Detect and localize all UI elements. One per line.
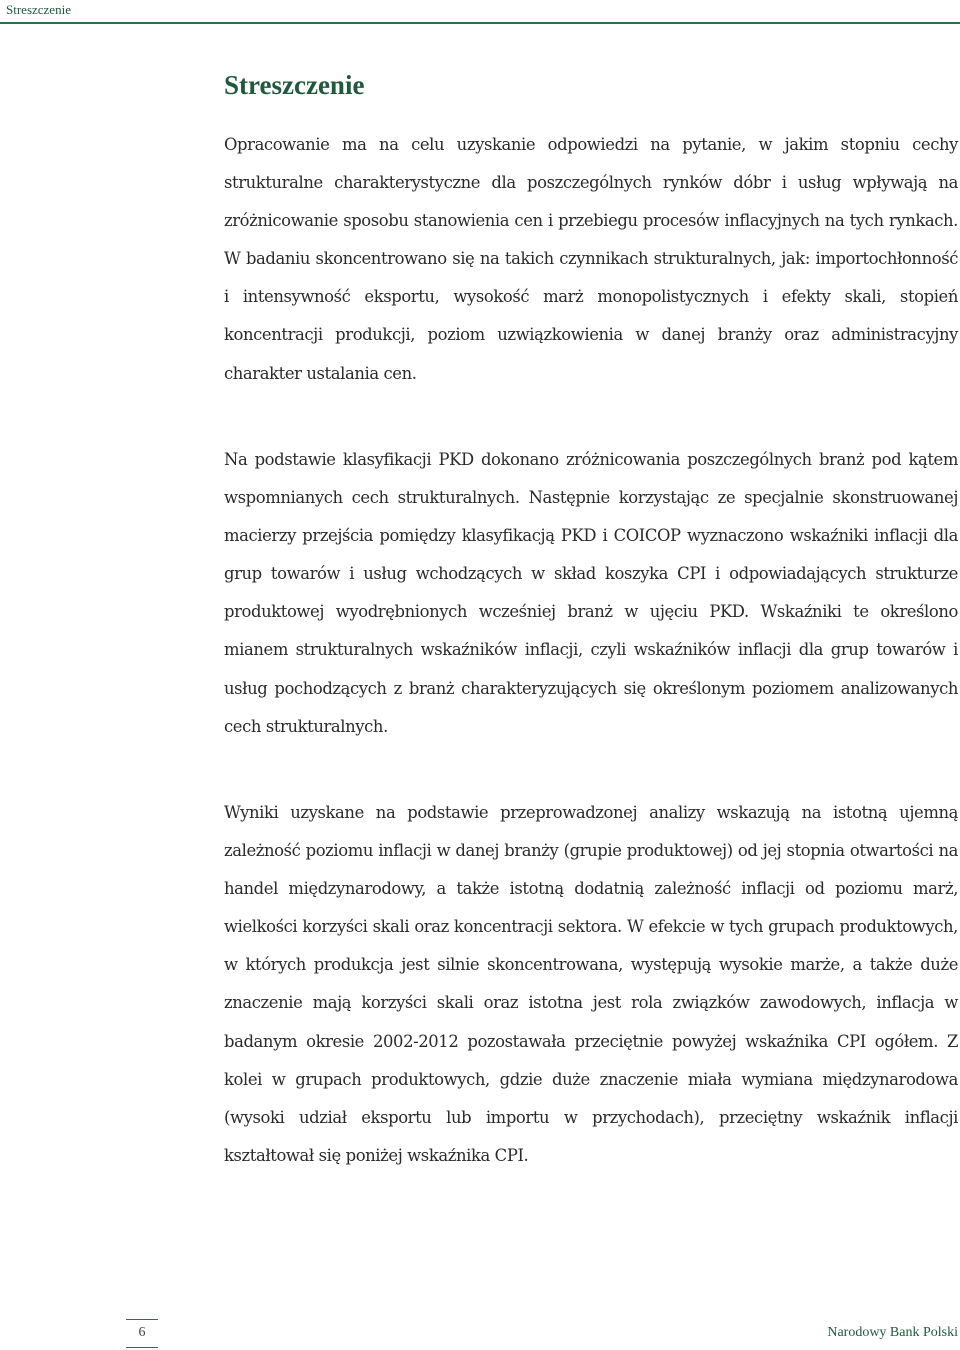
page-number-rule-bottom <box>126 1347 158 1348</box>
page-number: 6 <box>138 1325 146 1340</box>
running-header <box>0 0 960 24</box>
page-title: Streszczenie <box>224 70 365 100</box>
abstract-paragraph-3: Wyniki uzyskane na podstawie przeprowadzonej analizy wskazują na istotną ujemną zależność poziomu inflacji w danej branży (grupie produktowej) od jej stopnia otwartości na handel międzynarodowy, a także istotną dodatnią zależność inflacji od poziomu marż, wielkości korzyści skali oraz koncentracji sektora. W efekcie w tych grupach produktowych, w których produkcja jest silnie skoncentrowana, występują wysokie marże, a także duże znaczenie mają korzyści skali oraz istotna jest rola związków zawodowych, inflacja w badanym okresie 2002-2012 pozostawała przeciętnie powyżej wskaźnika CPI ogółem. Z kolei w grupach produktowych, gdzie duże znaczenie miała wymiana międzynarodowa (wysoki udział eksportu lub importu w przychodach), przeciętny wskaźnik inflacji kształtował się poniżej wskaźnika CPI. <box>224 803 958 1165</box>
abstract-paragraph-2: Na podstawie klasyfikacji PKD dokonano zróżnicowania poszczególnych branż pod kątem wspomnianych cech strukturalnych. Następnie korzystając ze specjalnie skonstruowanej macierzy przejścia pomiędzy klasyfikacją PKD i COICOP wyznaczono wskaźniki inflacji dla grup towarów i usług wchodzących w skład koszyka CPI i odpowiadających strukturze produktowej wyodrębnionych wcześniej branż w ujęciu PKD. Wskaźniki te określono mianem strukturalnych wskaźników inflacji, czyli wskaźników inflacji dla grup towarów i usług pochodzących z branż charakteryzujących się określonym poziomem analizowanych cech strukturalnych. <box>224 450 958 736</box>
page-number-rule-top <box>126 1319 158 1320</box>
abstract-paragraph-1: Opracowanie ma na celu uzyskanie odpowiedzi na pytanie, w jakim stopniu cechy strukturalne charakterystyczne dla poszczególnych rynków dóbr i usług wpływają na zróżnicowanie sposobu stanowienia cen i przebiegu procesów inflacyjnych na tych rynkach. W badaniu skoncentrowano się na takich czynnikach strukturalnych, jak: importochłonność i intensywność eksportu, wysokość marż monopolistycznych i efekty skali, stopień koncentracji produkcji, poziom uzwiązkowienia w danej branży oraz administracyjny charakter ustalania cen. <box>224 135 958 383</box>
footer-publisher: Narodowy Bank Polski <box>827 1325 958 1340</box>
running-header-title: Streszczenie <box>6 2 71 17</box>
